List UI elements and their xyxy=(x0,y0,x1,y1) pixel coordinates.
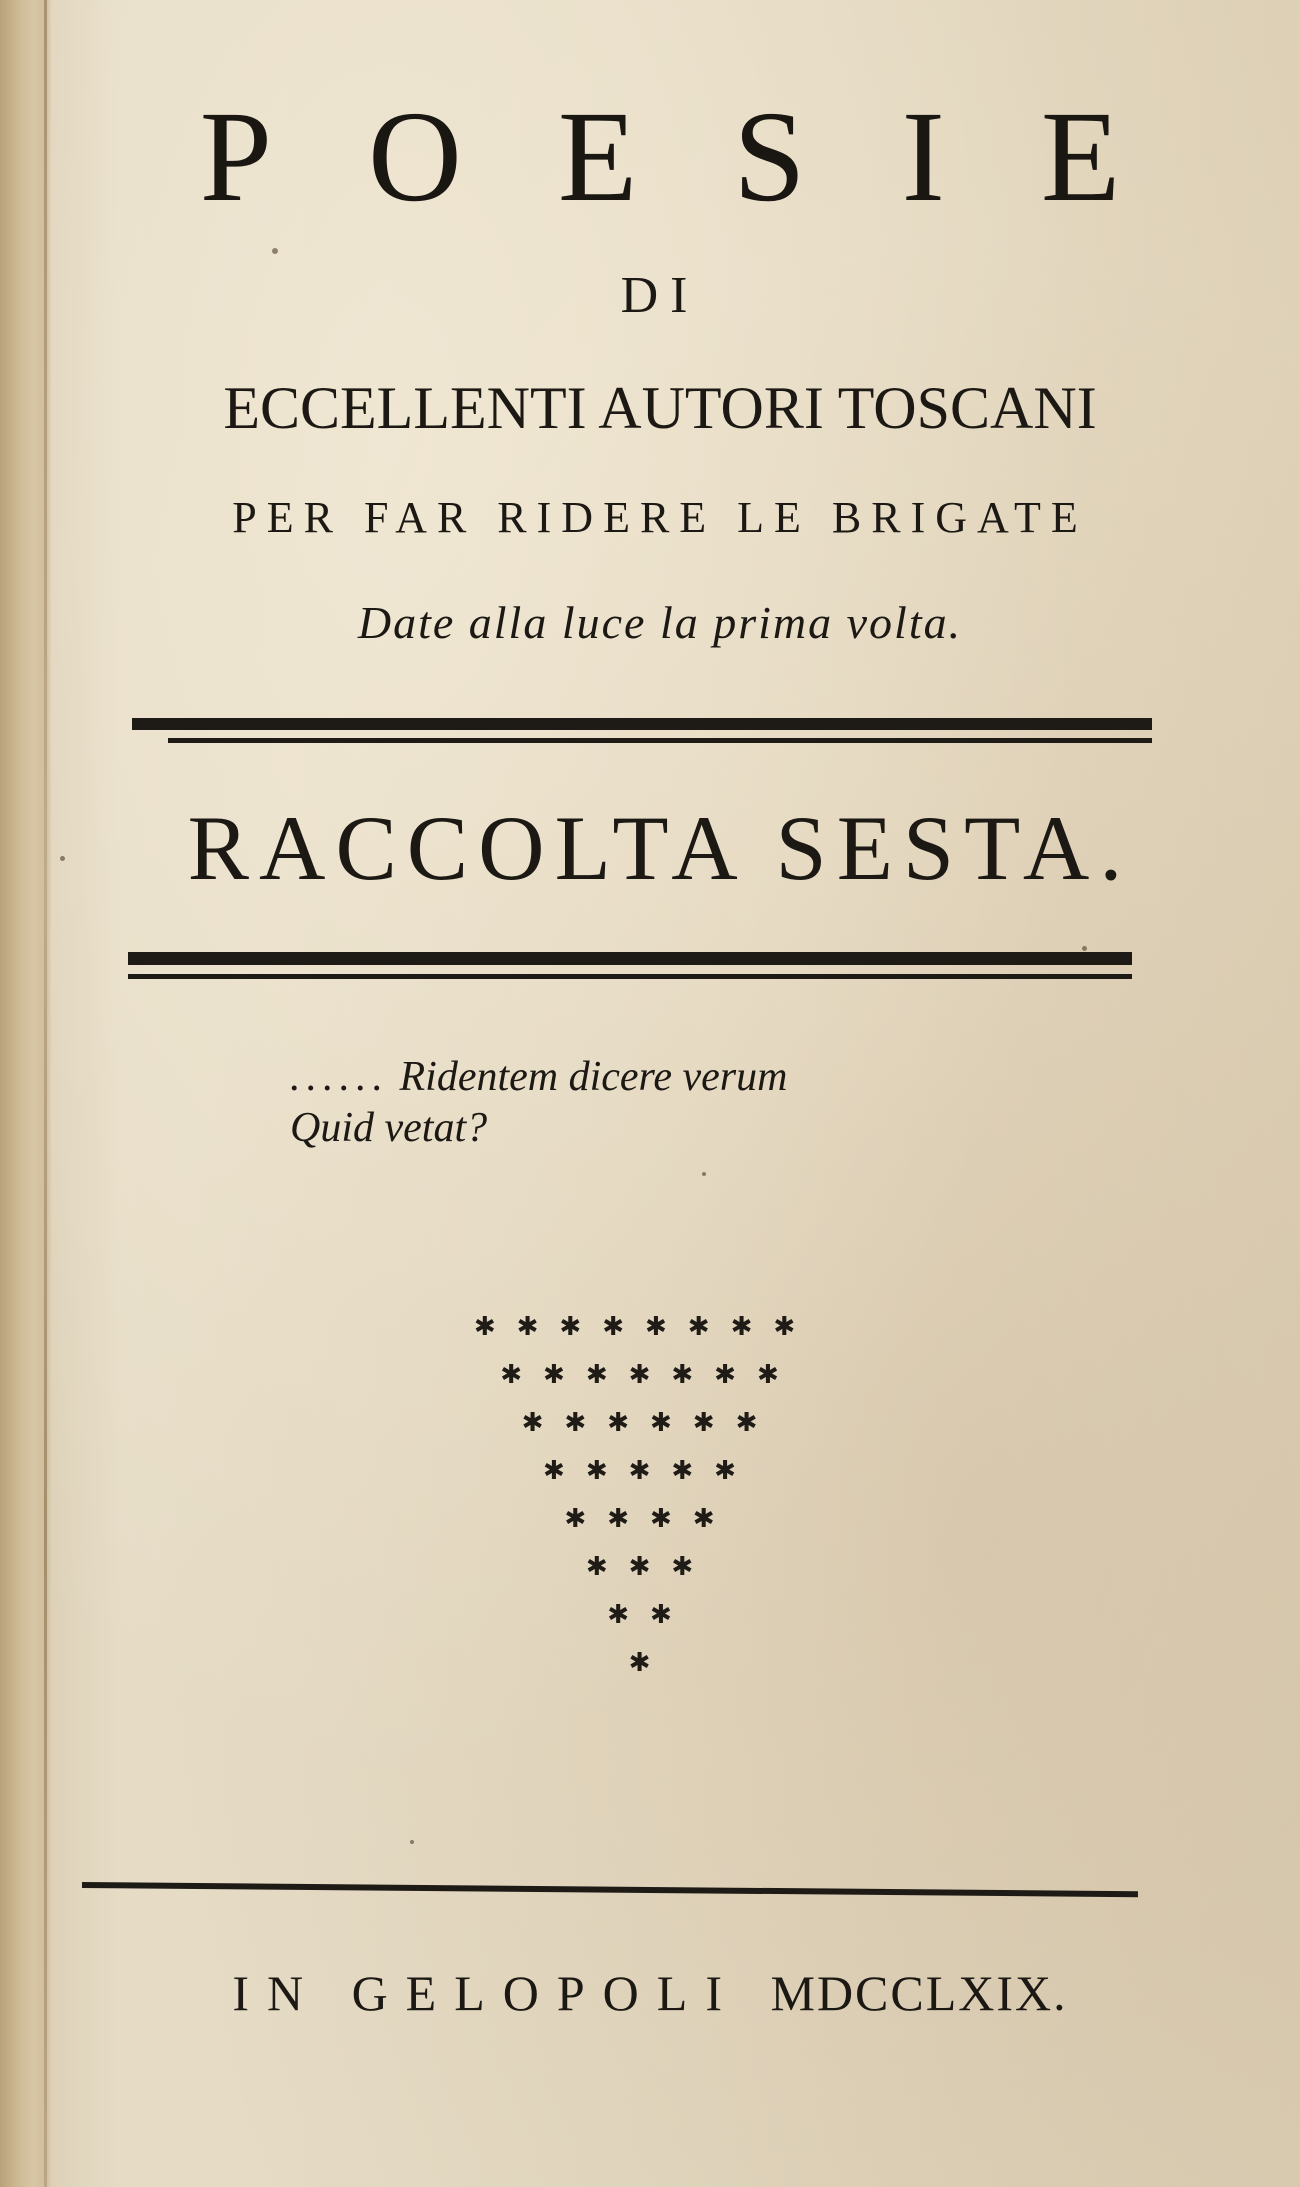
collection-title: RACCOLTA SESTA. xyxy=(187,797,1133,899)
imprint-year: MDCCLXIX. xyxy=(770,1965,1068,2021)
foxing-speck xyxy=(60,856,65,861)
bottom-rule-thick xyxy=(128,952,1132,965)
motto-text-1: Ridentem dicere verum xyxy=(399,1054,788,1100)
ornament-row: ✱✱✱✱✱✱✱ xyxy=(500,1360,800,1390)
foxing-speck xyxy=(272,248,278,254)
purpose-line: PER FAR RIDERE LE BRIGATE xyxy=(232,493,1088,542)
asterisk-ornament xyxy=(0,1302,1300,1702)
ornament-row: ✱✱ xyxy=(607,1600,693,1630)
top-rule-thick xyxy=(132,718,1152,730)
ornament-row: ✱✱✱✱✱✱✱✱ xyxy=(473,1312,817,1342)
bottom-rule-thin xyxy=(128,974,1132,979)
top-rule-thin xyxy=(168,738,1152,743)
motto-line-1 xyxy=(290,1052,787,1102)
motto-ellipsis: ...... xyxy=(290,1054,389,1100)
first-published-line: Date alla luce la prima volta. xyxy=(357,597,963,648)
authors-line: ECCELLENTI AUTORI TOSCANI xyxy=(223,375,1097,441)
foxing-speck xyxy=(410,1840,414,1844)
ornament-row: ✱✱✱ xyxy=(585,1552,715,1582)
book-title: POESIE xyxy=(199,85,1217,229)
ornament-row: ✱ xyxy=(628,1648,672,1678)
foxing-speck xyxy=(1082,946,1087,951)
ornament-row: ✱✱✱✱✱ xyxy=(543,1456,757,1486)
imprint-rule xyxy=(82,1882,1138,1897)
imprint-place: IN GELOPOLI xyxy=(232,1965,740,2021)
motto-line-2: Quid vetat? xyxy=(290,1105,488,1151)
binding-shadow xyxy=(44,0,47,2187)
preposition-di: DI xyxy=(620,267,700,324)
foxing-speck xyxy=(702,1172,706,1176)
ornament-row: ✱✱✱✱✱✱ xyxy=(521,1408,779,1438)
imprint-line xyxy=(80,1965,1220,2021)
ornament-row: ✱✱✱✱ xyxy=(564,1504,736,1534)
